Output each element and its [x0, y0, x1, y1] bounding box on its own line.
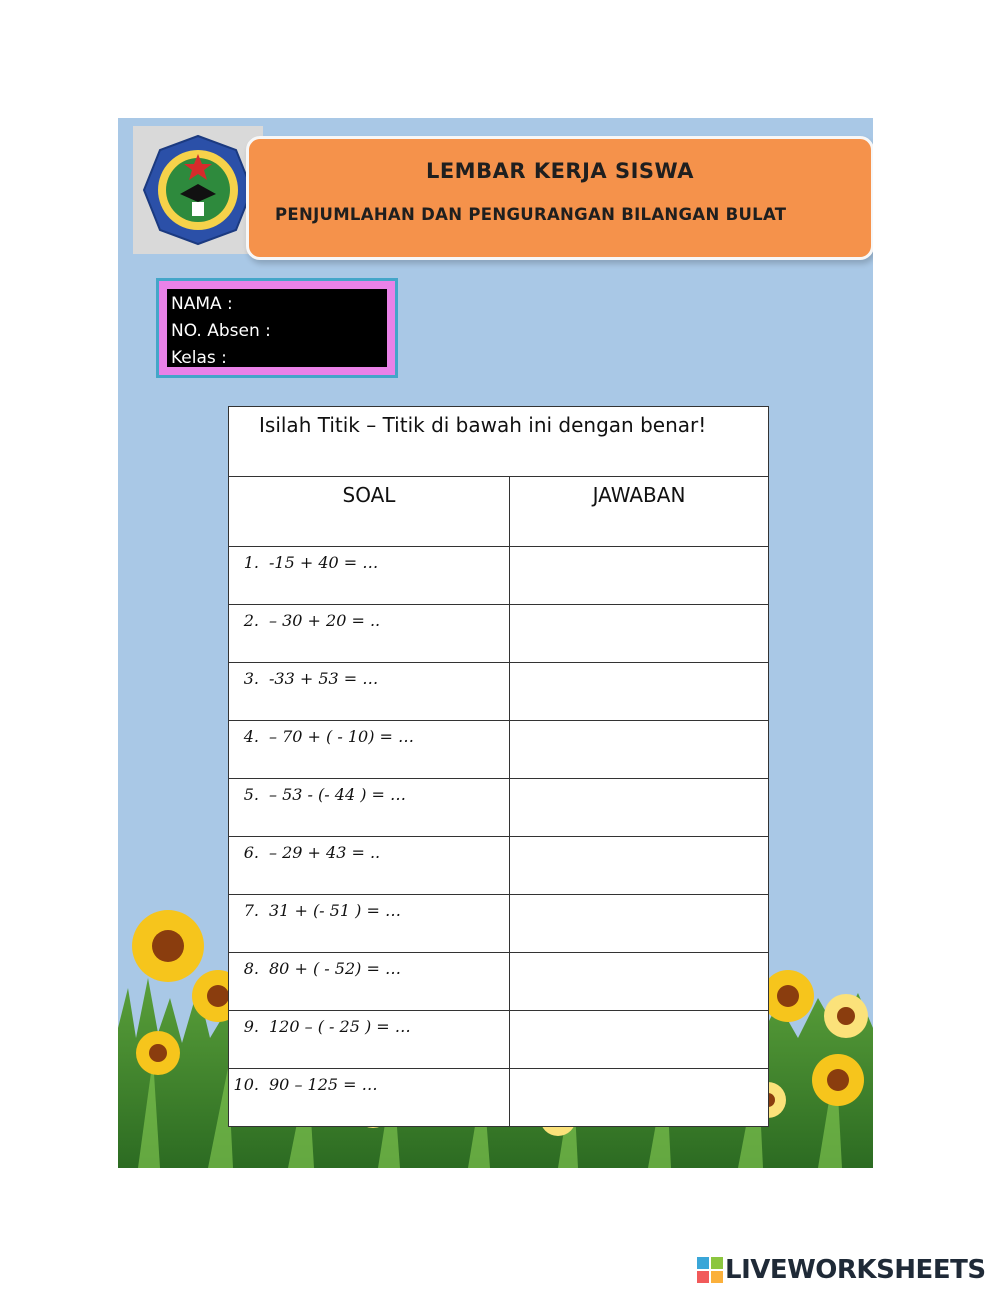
question-number: 9. — [243, 1017, 259, 1036]
table-row — [229, 721, 769, 779]
table-row — [229, 547, 769, 605]
question-text: – 29 + 43 = .. — [269, 843, 381, 862]
answer-field[interactable] — [510, 663, 769, 721]
question-text: 80 + ( - 52) = … — [269, 959, 401, 978]
question-text: -15 + 40 = … — [269, 553, 379, 572]
table-row — [229, 1069, 769, 1127]
table-row — [229, 837, 769, 895]
question-text: – 70 + ( - 10) = … — [269, 727, 415, 746]
table-row — [229, 953, 769, 1011]
question-cell — [229, 953, 510, 1011]
question-number: 7. — [243, 901, 259, 920]
page-title: LEMBAR KERJA SISWA — [425, 159, 695, 183]
name-label: NAMA : — [171, 294, 233, 314]
question-number: 5. — [243, 785, 259, 804]
answer-field[interactable] — [510, 547, 769, 605]
question-text: – 30 + 20 = .. — [269, 611, 381, 630]
brand-text: LIVEWORKSHEETS — [725, 1255, 986, 1285]
kelas-label: Kelas : — [171, 348, 227, 368]
header-banner — [246, 136, 873, 260]
question-cell — [229, 837, 510, 895]
question-text: -33 + 53 = … — [269, 669, 379, 688]
liveworksheets-icon — [697, 1257, 723, 1283]
answer-field[interactable] — [510, 1011, 769, 1069]
question-cell — [229, 663, 510, 721]
table-row — [229, 605, 769, 663]
answer-field[interactable] — [510, 953, 769, 1011]
question-cell — [229, 605, 510, 663]
question-cell — [229, 895, 510, 953]
table-row — [229, 663, 769, 721]
question-number: 1. — [243, 553, 259, 572]
question-cell — [229, 1011, 510, 1069]
student-info-box — [156, 278, 398, 378]
question-cell — [229, 779, 510, 837]
question-number: 4. — [243, 727, 259, 746]
page-subtitle: PENJUMLAHAN DAN PENGURANGAN BILANGAN BULAT — [275, 205, 787, 224]
question-text: 90 – 125 = … — [269, 1075, 378, 1094]
question-text: 31 + (- 51 ) = … — [269, 901, 401, 920]
question-table — [228, 406, 769, 1127]
answer-field[interactable] — [510, 721, 769, 779]
table-row — [229, 895, 769, 953]
column-header-jawaban: JAWABAN — [510, 477, 769, 547]
question-number: 10. — [233, 1075, 259, 1094]
student-info-panel — [167, 289, 387, 367]
answer-field[interactable] — [510, 837, 769, 895]
question-cell — [229, 547, 510, 605]
question-cell — [229, 1069, 510, 1127]
school-logo — [133, 126, 263, 254]
column-header-soal: SOAL — [229, 477, 510, 547]
question-number: 3. — [243, 669, 259, 688]
question-number: 8. — [243, 959, 259, 978]
answer-field[interactable] — [510, 779, 769, 837]
worksheet-page — [118, 118, 873, 1168]
question-cell — [229, 721, 510, 779]
table-row — [229, 1011, 769, 1069]
school-emblem-icon — [140, 132, 256, 248]
question-number: 2. — [243, 611, 259, 630]
answer-field[interactable] — [510, 895, 769, 953]
question-text: – 53 - (- 44 ) = … — [269, 785, 407, 804]
absen-label: NO. Absen : — [171, 321, 271, 341]
answer-field[interactable] — [510, 605, 769, 663]
question-number: 6. — [243, 843, 259, 862]
table-row — [229, 779, 769, 837]
answer-field[interactable] — [510, 1069, 769, 1127]
question-text: 120 – ( - 25 ) = … — [269, 1017, 411, 1036]
liveworksheets-logo — [697, 1254, 986, 1286]
instruction-text: Isilah Titik – Titik di bawah ini dengan benar! — [229, 407, 769, 477]
